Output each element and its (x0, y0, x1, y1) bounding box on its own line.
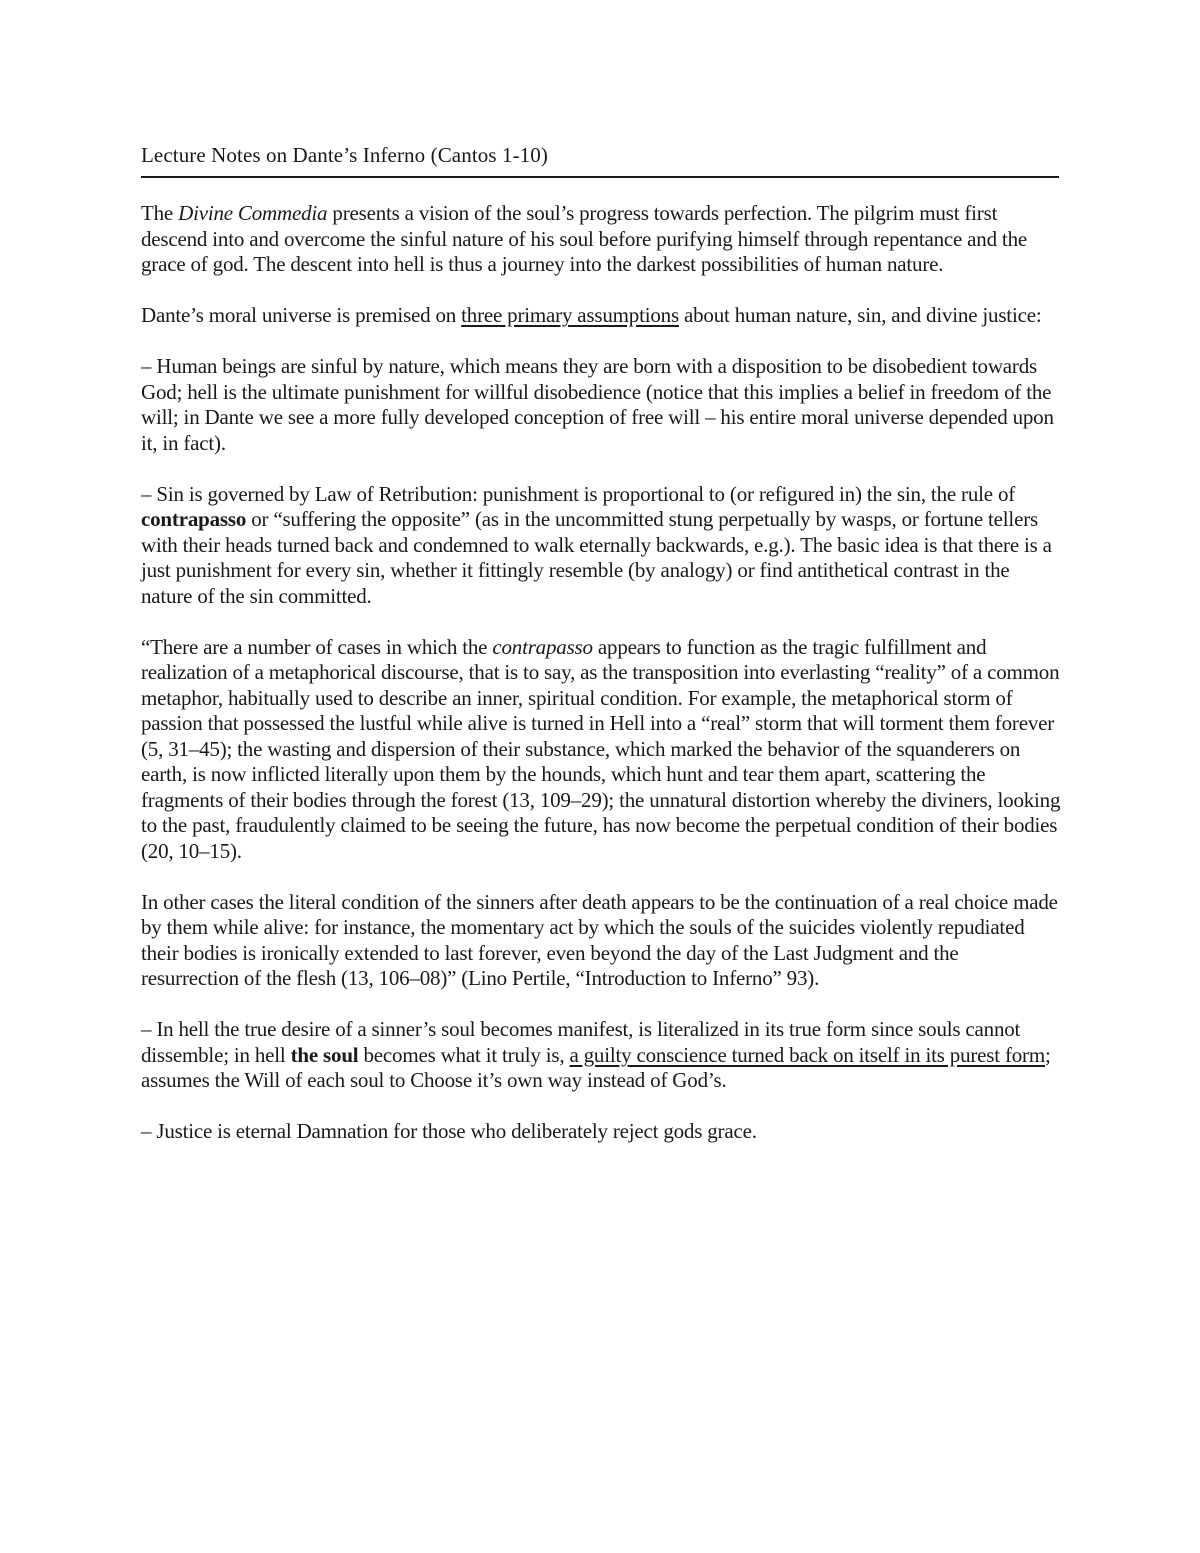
intro-paragraph (141, 201, 1061, 278)
retribution-text-rest: or “suffering the opposite” (as in the uncommitted stung perpetually by wasps, or fortune tellers with their heads turned back and condemned to walk eternally backwards, e.g.). The basic idea is that there is a just punishment for every sin, whether it fittingly resemble (by analogy) or find antithetical contrast in the nature of the sin committed. (141, 507, 1052, 608)
point-true-desire (141, 1017, 1061, 1094)
guilty-conscience-underlined: a guilty conscience turned back on itself in its purest form (569, 1042, 1045, 1067)
point-human-nature: – Human beings are sinful by nature, which means they are born with a disposition to be disobedient towards God; hell is the ultimate punishment for willful disobedience (notice that this implies a belief in freedom of the will; in Dante we see a more fully developed conception of free will – his entire moral universe depended upon it, in fact). (141, 354, 1054, 455)
quote1-text-rest: appears to function as the tragic fulfillment and realization of a metaphorical discourse, that is to say, as the transposition into everlasting “reality” of a common metaphor, habitually used to describe an inner, spiritual condition. For example, the metaphorical storm of passion that possessed the lustful while alive is turned in Hell into a “real” storm that will torment them forever (5, 31–45); the wasting and dispersion of their substance, which marked the behavior of the squanderers on earth, is now inflicted literally upon them by the hounds, which hunt and tear them apart, scattering the fragments of their bodies through the forest (13, 109–29); the unnatural distortion whereby the diviners, looking to the past, fraudulently claimed to be seeing the future, has now become the perpetual condition of their bodies (20, 10–15). (141, 634, 1061, 863)
quote-paragraph-2: In other cases the literal condition of the sinners after death appears to be the continuation of a real choice made by them while alive: for instance, the momentary act by which the souls of the suicides violently repudiated their bodies is ironically extended to last forever, even beyond the day of the Last Judgment and the resurrection of the flesh (13, 106–08)” (Lino Pertile, “Introduction to Inferno” 93). (141, 889, 1058, 990)
quote1-text-start: “There are a number of cases in which the (141, 634, 493, 659)
point-justice: – Justice is eternal Damnation for those who deliberately reject gods grace. (141, 1119, 757, 1143)
assumptions-text-start: Dante’s moral universe is premised on (141, 303, 462, 327)
document-body (141, 201, 1061, 1145)
document-title: Lecture Notes on Dante’s Inferno (Cantos 1-10) (141, 143, 548, 167)
true-desire-text-start: – In hell the true desire of a sinner’s soul becomes manifest, is literalized in its true form since souls cannot dissemble; in hell (141, 1017, 1021, 1067)
work-title-italic: Divine Commedia (178, 201, 328, 225)
contrapasso-italic: contrapasso (492, 634, 593, 659)
intro-text-rest: presents a vision of the soul’s progress towards perfection. The pilgrim must first descend into and overcome the sinful nature of his soul before purifying himself through repentance and the grace of god. The descent into hell is thus a journey into the darkest possibilities of human nature. (141, 201, 1027, 276)
assumptions-underlined: three primary assumptions (461, 303, 679, 327)
assumptions-text-rest: about human nature, sin, and divine justice: (678, 303, 1042, 327)
document-page (141, 140, 1061, 1170)
true-desire-text-middle: becomes what it truly is, (358, 1042, 570, 1067)
the-soul-bold: the soul (290, 1042, 359, 1067)
assumptions-paragraph (141, 303, 1061, 329)
contrapasso-bold: contrapasso (141, 507, 247, 531)
title-divider (141, 176, 1059, 178)
retribution-text-start: – Sin is governed by Law of Retribution: punishment is proportional to (or refigured in) the sin, the rule of (141, 481, 1016, 506)
point-retribution (141, 482, 1061, 610)
quote-paragraph-1 (141, 635, 1061, 865)
true-desire-text-rest: ; assumes the Will of each soul to Choose it’s own way instead of God’s. (141, 1042, 1051, 1092)
intro-text-start: The (141, 201, 179, 225)
